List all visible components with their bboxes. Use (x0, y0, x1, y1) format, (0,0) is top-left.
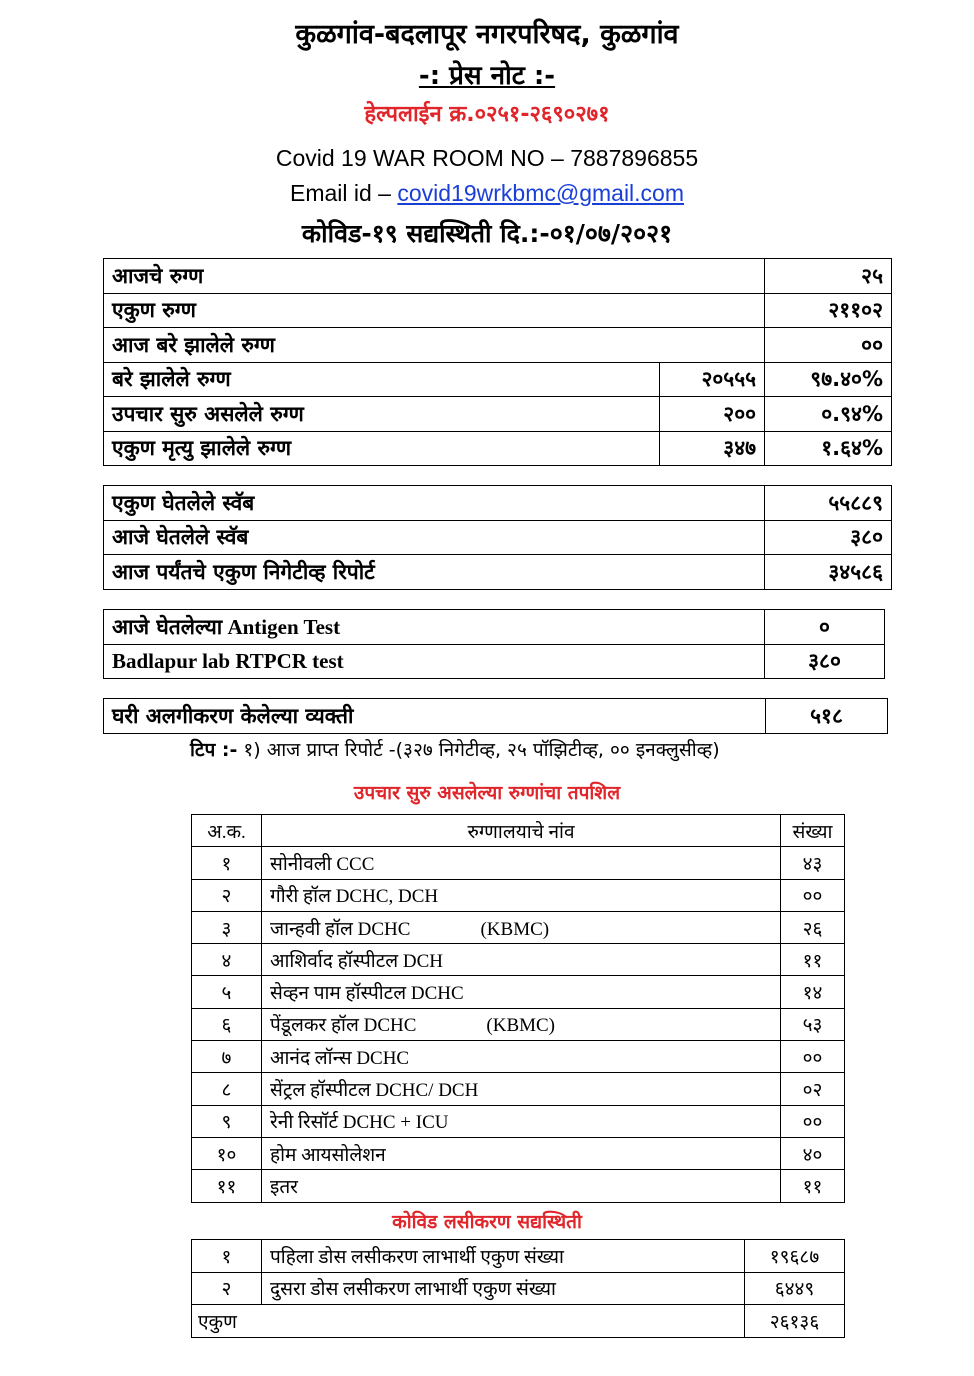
row-label: आज पर्यंतचे एकुण निगेटीव्ह रिपोर्ट (104, 555, 765, 590)
row-label: बरे झालेले रुग्ण (104, 362, 660, 397)
row-value: २११०२ (765, 293, 892, 328)
cell-no: १० (192, 1137, 262, 1169)
cell-no: ३ (192, 911, 262, 943)
cell-name (262, 1137, 781, 1169)
cell-label: पहिला डोस लसीकरण लाभार्थी एकुण संख्या (262, 1240, 745, 1273)
cell-count: ४० (781, 1137, 845, 1169)
cell-count: ४३ (781, 847, 845, 879)
cell-no: २ (192, 1272, 262, 1305)
label-english: Antigen Test (222, 614, 341, 639)
hospital-name: आशिर्वाद हॉस्पीटल DCH (270, 950, 444, 972)
cell-count: ०२ (781, 1073, 845, 1105)
quarantine-table (103, 698, 888, 734)
cell-count: ११ (781, 944, 845, 976)
table-row (192, 1008, 845, 1040)
vaccination-table (191, 1239, 845, 1338)
row-value: १.६४% (765, 431, 892, 466)
cell-count: ०० (781, 879, 845, 911)
cell-name (262, 1041, 781, 1073)
row-value: ०.९४% (765, 397, 892, 432)
row-label: घरी अलगीकरण केलेल्या व्यक्ती (104, 699, 766, 734)
table-row (104, 644, 885, 679)
cell-no: १ (192, 847, 262, 879)
row-label: एकुण मृत्यु झालेले रुग्ण (104, 431, 660, 466)
cell-count: ११ (781, 1170, 845, 1202)
table-row (104, 362, 892, 397)
cell-no: ४ (192, 944, 262, 976)
table-row (192, 1137, 845, 1169)
row-value: ५५८८९ (765, 486, 892, 521)
cell-name (262, 879, 781, 911)
hospital-name: सेव्हन पाम हॉस्पीटल DCHC (270, 983, 464, 1005)
table-row (192, 847, 845, 879)
column-header: अ.क. (192, 815, 262, 847)
row-label (104, 610, 765, 645)
swabs-table (103, 485, 892, 590)
row-value: ३४५८६ (765, 555, 892, 590)
cell-name (262, 944, 781, 976)
cell-count: १४ (781, 976, 845, 1008)
row-label: उपचार सुरु असलेले रुग्ण (104, 397, 660, 432)
table-row (104, 610, 885, 645)
table-total-row (192, 1305, 845, 1338)
row-value: ३८० (765, 644, 885, 679)
cell-value: १९६८७ (745, 1240, 845, 1273)
table-row (104, 259, 892, 294)
row-count: ३४७ (660, 431, 765, 466)
war-room-number: Covid 19 WAR ROOM NO – 7887896855 (275, 145, 699, 171)
table-row (104, 555, 892, 590)
row-label: एकुण रुग्ण (104, 293, 765, 328)
cell-name (262, 847, 781, 879)
email-label: Email id – (289, 180, 398, 206)
table-row (104, 431, 892, 466)
table-row (104, 397, 892, 432)
cell-name (262, 1073, 781, 1105)
cell-no: १ (192, 1240, 262, 1273)
cell-no: ६ (192, 1008, 262, 1040)
cell-name (262, 1170, 781, 1202)
row-count: २०० (660, 397, 765, 432)
hospital-name: होम आयसोलेशन (270, 1144, 386, 1166)
label-marathi: आजे घेतलेल्या (112, 614, 223, 639)
hospital-name: आनंद लॉन्स DCHC (270, 1047, 410, 1069)
hospital-tag: (KBMC) (480, 918, 550, 940)
row-value: ३८० (765, 520, 892, 555)
cell-no: ९ (192, 1105, 262, 1137)
column-header: संख्या (781, 815, 845, 847)
row-label: आजचे रुग्ण (104, 259, 765, 294)
cell-no: ५ (192, 976, 262, 1008)
cell-name (262, 1008, 781, 1040)
cell-name (262, 976, 781, 1008)
table-row (104, 293, 892, 328)
row-value: ९७.४०% (765, 362, 892, 397)
cell-name (262, 1105, 781, 1137)
row-label (104, 644, 765, 679)
row-value: ० (765, 610, 885, 645)
page-title: कुळगांव-बदलापूर नगरपरिषद, कुळगांव (295, 19, 679, 50)
hospital-name: सोनीवली CCC (270, 853, 375, 875)
row-label: एकुण घेतलेले स्वॅब (104, 486, 765, 521)
cell-no: ८ (192, 1073, 262, 1105)
table-row (104, 486, 892, 521)
row-label: आज बरे झालेले रुग्ण (104, 328, 765, 363)
table-row (192, 1041, 845, 1073)
status-title: कोविड-१९ सद्यस्थिती दि.:-०१/०७/२०२१ (301, 219, 673, 248)
table-row (104, 328, 892, 363)
cell-count: ०० (781, 1041, 845, 1073)
details-heading: उपचार सुरु असलेल्या रुग्णांचा तपशिल (353, 782, 621, 804)
label-english: Badlapur lab RTPCR test (112, 648, 344, 673)
cell-count: २६ (781, 911, 845, 943)
hospital-name: सेंट्रल हॉस्पीटल DCHC/ DCH (270, 1080, 479, 1102)
row-label: आजे घेतलेले स्वॅब (104, 520, 765, 555)
hospital-name: जान्हवी हॉल DCHC (270, 918, 411, 940)
cell-name (262, 911, 781, 943)
vaccination-heading: कोविड लसीकरण सद्यस्थिती (392, 1211, 582, 1233)
helpline-number: हेल्पलाईन क्र.०२५१-२६९०२७१ (364, 102, 610, 127)
cell-no: ७ (192, 1041, 262, 1073)
table-row (192, 944, 845, 976)
tip-note (190, 736, 720, 762)
table-row (192, 1170, 845, 1202)
total-label: एकुण (192, 1305, 745, 1338)
table-row (192, 1073, 845, 1105)
column-header: रुग्णालयाचे नांव (262, 815, 781, 847)
table-header-row (192, 815, 845, 847)
table-row (192, 1105, 845, 1137)
row-value: ५१८ (766, 699, 888, 734)
table-row (192, 879, 845, 911)
cell-value: ६४४९ (745, 1272, 845, 1305)
cell-count: ५३ (781, 1008, 845, 1040)
row-value: ०० (765, 328, 892, 363)
table-row (192, 1272, 845, 1305)
row-count: २०५५५ (660, 362, 765, 397)
table-row (192, 1240, 845, 1273)
row-value: २५ (765, 259, 892, 294)
cell-count: ०० (781, 1105, 845, 1137)
cell-label: दुसरा डोस लसीकरण लाभार्थी एकुण संख्या (262, 1272, 745, 1305)
table-row (104, 699, 888, 734)
hospital-name: रेनी रिसॉर्ट DCHC + ICU (270, 1112, 449, 1134)
tests-table (103, 609, 885, 679)
table-row (104, 520, 892, 555)
tip-text: १) आज प्राप्त रिपोर्ट -(३२७ निगेटीव्ह, २५ पॉझिटीव्ह, ०० इनक्लुसीव्ह) (237, 739, 720, 761)
tip-prefix: टिप :- (190, 739, 238, 761)
email-link[interactable]: covid19wrkbmc@gmail.com (397, 180, 685, 206)
total-value: २६१३६ (745, 1305, 845, 1338)
cell-no: ११ (192, 1170, 262, 1202)
patients-table (103, 258, 892, 466)
hospital-name: इतर (270, 1176, 298, 1198)
email-line (0, 180, 974, 207)
table-row (192, 911, 845, 943)
press-note-heading: -: प्रेस नोट :- (418, 61, 556, 91)
table-row (192, 976, 845, 1008)
hospital-name: पेंडूलकर हॉल DCHC (270, 1015, 417, 1037)
hospital-details-table (191, 814, 845, 1203)
hospital-tag: (KBMC) (486, 1015, 556, 1037)
cell-no: २ (192, 879, 262, 911)
hospital-name: गौरी हॉल DCHC, DCH (270, 886, 439, 908)
